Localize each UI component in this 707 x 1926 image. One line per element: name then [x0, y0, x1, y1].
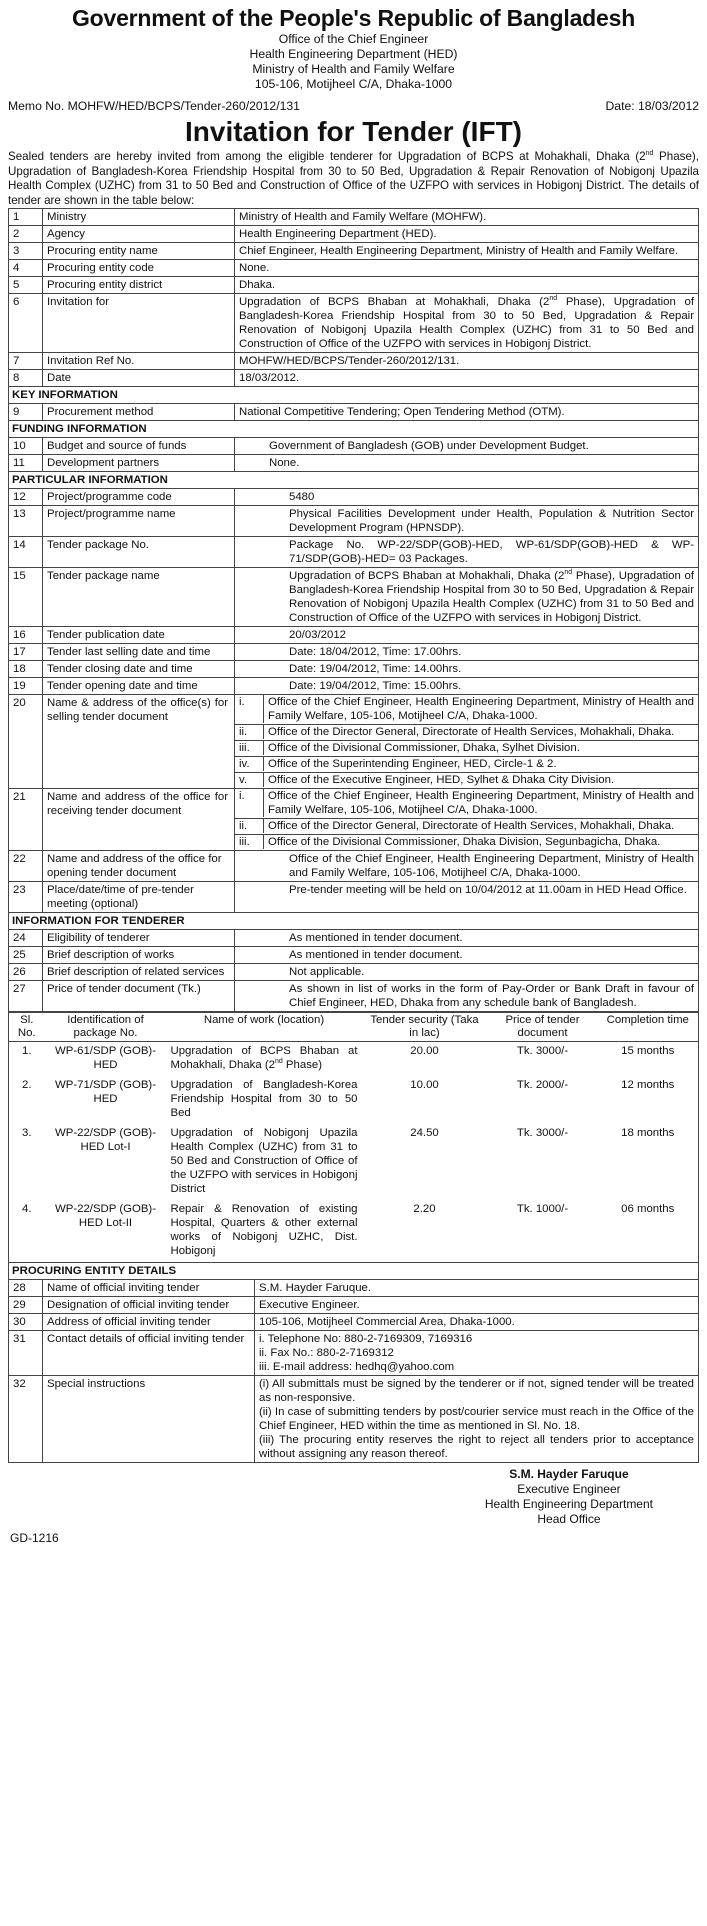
row-number: 27 — [9, 981, 43, 1012]
table-row — [9, 209, 699, 226]
special-instructions: (i) All submittals must be signed by the tenderer or if not, signed tender will be treated as non-responsive. (ii) In case of submitting tenders by post/courier service must reach in the Office of the Chief Engineer, HED within the time as mentioned in Sl. No. 18. (iii) The procuring entity reserves the right to reject all tenders prior to acceptance without assigning any reason thereof. — [255, 1376, 699, 1463]
table-row — [9, 851, 699, 882]
table-row — [9, 537, 699, 568]
row-value: 20/03/2012 — [235, 627, 699, 644]
row-number: 23 — [9, 882, 43, 913]
row-value: Upgradation of BCPS Bhaban at Mohakhali, Dhaka (2nd Phase), Upgradation of Bangladesh-Korea Friendship Hospital from 30 to 50 Bed, Upgradation & Repair Renovation of Nobigonj Upazila Health Complex (UZHC) from 31 to 50 Bed and Construction of Office of the UZFPO with services in Hobigonj District. — [235, 568, 699, 627]
signatory-designation: Executive Engineer — [517, 1482, 621, 1497]
fax: ii. Fax No.: 880-2-7169312 — [259, 1347, 394, 1360]
email: iii. E-mail address: hedhq@yahoo.com — [259, 1361, 455, 1374]
row-label: Budget and source of funds — [43, 438, 235, 455]
row-value: None. — [235, 260, 699, 277]
row-number: 14 — [9, 537, 43, 568]
table-row: 3. WP-22/SDP (GOB)-HED Lot-I Upgradation of Nobigonj Upazila Health Complex (UZHC) from 31 to 50 Bed and Construction of Office of the UZFPO with services in Hobigonj District 24.50 Tk. 3000/- 18 months — [9, 1124, 699, 1200]
memo-number: Memo No. MOHFW/HED/BCPS/Tender-260/2012/131 — [8, 99, 300, 113]
row-number: 22 — [9, 851, 43, 882]
page-title: Invitation for Tender (IFT) — [184, 116, 522, 147]
row-number: 8 — [9, 370, 43, 387]
list-item: iv. Office of the Superintending Engineer, HED, Circle-1 & 2. — [235, 757, 698, 773]
table-row: 31 Contact details of official inviting tender i. Telephone No: 880-2-7169309, 7169316 ii. Fax No.: 880-2-7169312 iii. E-mail address: hedhq@yahoo.com — [9, 1331, 699, 1376]
work-name: Upgradation of BCPS Bhaban at Mohakhali, Dhaka (2nd Phase) — [170, 1045, 358, 1072]
table-row — [9, 882, 699, 913]
row-label: Invitation Ref No. — [43, 353, 235, 370]
table-row — [9, 370, 699, 387]
row-label: Eligibility of tenderer — [43, 930, 235, 947]
row-label: Price of tender document (Tk.) — [43, 981, 235, 1012]
list-item: v. Office of the Executive Engineer, HED, Sylhet & Dhaka City Division. — [239, 774, 615, 787]
row-value: Health Engineering Department (HED). — [235, 226, 699, 243]
tenderer-heading: INFORMATION FOR TENDERER — [9, 913, 699, 930]
row-label: Address of official inviting tender — [43, 1314, 255, 1331]
contact-details — [255, 1331, 699, 1376]
row-value: None. — [235, 455, 699, 472]
table-row: 1. WP-61/SDP (GOB)-HED Upgradation of BCPS Bhaban at Mohakhali, Dhaka (2nd Phase) 20.00 Tk. 3000/- 15 months — [9, 1042, 699, 1077]
table-row: 21 Name and address of the office for receiving tender document i. Office of the Chief Engineer, Health Engineering Department, Ministry of Health and Family Welfare, 105-106, Motijheel C/A, Dhaka-1000. ii. Office of the Director General, Directorate of Health Services, Mohakhali, Dhaka. iii. Office of the Divisional Commissioner, Dhaka Division, Segunbagicha, Dhaka. — [9, 789, 699, 851]
row-label: Tender package name — [43, 568, 235, 627]
row-number: 10 — [9, 438, 43, 455]
table-row: 32 Special instructions (i) All submittals must be signed by the tenderer or if not, signed tender will be treated as non-responsive. (ii) In case of submitting tenders by post/courier service must reach in the Office of the Chief Engineer, HED within the time as mentioned in Sl. No. 18. (iii) The procuring entity reserves the right to reject all tenders prior to acceptance without assigning any reason thereof. — [9, 1376, 699, 1463]
address-line: 105-106, Motijheel C/A, Dhaka-1000 — [254, 77, 453, 91]
key-info-heading: KEY INFORMATION — [9, 387, 699, 404]
table-row — [9, 1280, 699, 1297]
row-number: 28 — [9, 1280, 43, 1297]
table-row — [9, 964, 699, 981]
particular-heading: PARTICULAR INFORMATION — [9, 472, 699, 489]
row-number: 9 — [9, 404, 43, 421]
row-number: 26 — [9, 964, 43, 981]
row-label: Ministry — [43, 209, 235, 226]
row-value: 18/03/2012. — [235, 370, 699, 387]
row-number: 13 — [9, 506, 43, 537]
list-item: iii. Office of the Divisional Commissioner, Dhaka Division, Segunbagicha, Dhaka. — [239, 836, 661, 849]
procuring-table — [8, 1262, 699, 1463]
memo-row — [8, 99, 699, 113]
row-number: 19 — [9, 678, 43, 695]
row-number: 18 — [9, 661, 43, 678]
table-row — [9, 930, 699, 947]
row-value: Office of the Chief Engineer, Health Engineering Department, Ministry of Health and Family Welfare, 105-106, Motijheel C/A, Dhaka-1000. — [235, 851, 699, 882]
row-label: Designation of official inviting tender — [43, 1297, 255, 1314]
row-number: 15 — [9, 568, 43, 627]
row-value: 105-106, Motijheel Commercial Area, Dhaka-1000. — [255, 1314, 699, 1331]
row-number: 24 — [9, 930, 43, 947]
list-item: ii. Office of the Director General, Directorate of Health Services, Mohakhali, Dhaka. — [235, 819, 698, 835]
department-line: Health Engineering Department (HED) — [249, 47, 458, 61]
row-number: 16 — [9, 627, 43, 644]
row-number: 1 — [9, 209, 43, 226]
row-value: Chief Engineer, Health Engineering Department, Ministry of Health and Family Welfare. — [235, 243, 699, 260]
column-header: Name of work (location) — [167, 1013, 362, 1042]
table-row — [9, 1314, 699, 1331]
row-number: 29 — [9, 1297, 43, 1314]
row-number: 12 — [9, 489, 43, 506]
table-row — [9, 644, 699, 661]
row-label: Date — [43, 370, 235, 387]
header — [8, 0, 699, 92]
row-label: Tender closing date and time — [43, 661, 235, 678]
row-label: Name of official inviting tender — [43, 1280, 255, 1297]
intro-paragraph: Sealed tenders are hereby invited from among the eligible tenderer for Upgradation of BCPS at Mohakhali, Dhaka (2nd Phase), Upgradation of Bangladesh-Korea Friendship Hospital from 30 to 50 Bed, Upgradation & Repair Renovation of Nobigonj Upazila Health Complex (UZHC) from 31 to 50 Bed and Construction of Office of the UZFPO with services in Hobigonj District. The details of tender are shown in the table below: — [8, 150, 699, 207]
row-number: 5 — [9, 277, 43, 294]
signatory-department: Health Engineering Department — [484, 1497, 653, 1512]
row-value: Date: 19/04/2012, Time: 14.00hrs. — [235, 661, 699, 678]
row-value: National Competitive Tendering; Open Tendering Method (OTM). — [235, 404, 699, 421]
column-header: Tender security (Taka in lac) — [362, 1013, 488, 1042]
memo-date: Date: 18/03/2012 — [605, 99, 699, 113]
table-row — [9, 489, 699, 506]
row-number: 17 — [9, 644, 43, 661]
table-row: 20 Name & address of the office(s) for selling tender document i. Office of the Chief Engineer, Health Engineering Department, Ministry of Health and Family Welfare, 105-106, Motijheel C/A, Dhaka-1000. ii. Office of the Director General, Directorate of Health Services, Mohakhali, Dhaka. iii. Office of the Divisional Commissioner, Dhaka, Sylhet Division. iv. Office of the Superintending Engineer, HED, Circle-1 & 2. v. Office of the Executive Engineer, HED, Sylhet & Dhaka City Division. — [9, 695, 699, 789]
row-number: 4 — [9, 260, 43, 277]
row-label: Place/date/time of pre-tender meeting (optional) — [43, 882, 235, 913]
column-header: Sl. No. — [9, 1013, 45, 1042]
table-row — [9, 981, 699, 1012]
row-label: Brief description of related services — [43, 964, 235, 981]
row-value: Ministry of Health and Family Welfare (MOHFW). — [235, 209, 699, 226]
government-title: Government of the People's Republic of Bangladesh — [71, 5, 636, 31]
row-value: Upgradation of BCPS Bhaban at Mohakhali, Dhaka (2nd Phase), Upgradation of Bangladesh-Korea Friendship Hospital from 30 to 50 Bed, Upgradation & Repair Renovation of Nobigonj Upazila Health Complex (UZHC) from 31 to 50 Bed and Construction of Office of the UZFPO with services in Hobigonj District. — [235, 294, 699, 353]
receiving-office-list — [239, 789, 694, 850]
row-number: 25 — [9, 947, 43, 964]
row-label: Development partners — [43, 455, 235, 472]
column-header: Identification of package No. — [45, 1013, 167, 1042]
list-item: i. Office of the Chief Engineer, Health Engineering Department, Ministry of Health and Family Welfare, 105-106, Motijheel C/A, Dhaka-1000. — [235, 789, 698, 819]
signatory-office: Head Office — [537, 1512, 601, 1527]
table-row: 2. WP-71/SDP (GOB)-HED Upgradation of Bangladesh-Korea Friendship Hospital from 30 to 50 Bed 10.00 Tk. 2000/- 12 months — [9, 1076, 699, 1124]
row-label: Agency — [43, 226, 235, 243]
table-row — [9, 438, 699, 455]
table-row — [9, 294, 699, 353]
row-value: As mentioned in tender document. — [235, 930, 699, 947]
row-value: Date: 19/04/2012, Time: 15.00hrs. — [235, 678, 699, 695]
work-name: Repair & Renovation of existing Hospital, Quarters & other external works of Nobigonj UZHC, Dist. Hobigonj — [170, 1203, 358, 1258]
table-row — [9, 455, 699, 472]
row-number: 6 — [9, 294, 43, 353]
list-item: i. Office of the Chief Engineer, Health Engineering Department, Ministry of Health and Family Welfare, 105-106, Motijheel C/A, Dhaka-1000. — [235, 695, 698, 725]
row-label: Tender package No. — [43, 537, 235, 568]
funding-heading: FUNDING INFORMATION — [9, 421, 699, 438]
row-value: 5480 — [235, 489, 699, 506]
row-value: Package No. WP-22/SDP(GOB)-HED, WP-61/SDP(GOB)-HED & WP-71/SDP(GOB)-HED= 03 Packages. — [235, 537, 699, 568]
signatory-name: S.M. Hayder Faruque — [509, 1467, 629, 1482]
procuring-heading: PROCURING ENTITY DETAILS — [9, 1263, 699, 1280]
table-row — [9, 260, 699, 277]
table-row: 4. WP-22/SDP (GOB)-HED Lot-II Repair & Renovation of existing Hospital, Quarters & other external works of Nobigonj UZHC, Dist. Hobigonj 2.20 Tk. 1000/- 06 months — [9, 1200, 699, 1262]
table-row — [9, 678, 699, 695]
table-row — [9, 661, 699, 678]
column-header: Price of tender document — [488, 1013, 598, 1042]
row-value: Government of Bangladesh (GOB) under Development Budget. — [235, 438, 699, 455]
selling-office-list — [239, 695, 694, 788]
signature-block — [8, 1467, 699, 1527]
ministry-line: Ministry of Health and Family Welfare — [252, 62, 455, 76]
row-number: 11 — [9, 455, 43, 472]
office-line: Office of the Chief Engineer — [278, 32, 429, 46]
table-row — [9, 506, 699, 537]
row-value: Pre-tender meeting will be held on 10/04/2012 at 11.00am in HED Head Office. — [235, 882, 699, 913]
row-number: 2 — [9, 226, 43, 243]
row-number: 7 — [9, 353, 43, 370]
works-table — [8, 1012, 699, 1262]
row-value: Executive Engineer. — [255, 1297, 699, 1314]
row-label: Tender opening date and time — [43, 678, 235, 695]
row-value: Dhaka. — [235, 277, 699, 294]
row-label: Invitation for — [43, 294, 235, 353]
row-number: 3 — [9, 243, 43, 260]
row-label: Project/programme name — [43, 506, 235, 537]
table-row — [9, 243, 699, 260]
table-row — [9, 277, 699, 294]
tender-details-table — [8, 208, 699, 1012]
table-row — [9, 947, 699, 964]
table-row — [9, 627, 699, 644]
column-header: Completion time — [598, 1013, 699, 1042]
table-row — [9, 568, 699, 627]
work-name: Upgradation of Bangladesh-Korea Friendship Hospital from 30 to 50 Bed — [170, 1079, 358, 1120]
tender-notice — [8, 0, 699, 1546]
row-value: Not applicable. — [235, 964, 699, 981]
row-value: Date: 18/04/2012, Time: 17.00hrs. — [235, 644, 699, 661]
gd-code: GD-1216 — [10, 1531, 59, 1546]
row-label: Procuring entity district — [43, 277, 235, 294]
table-row — [9, 353, 699, 370]
row-label: Tender last selling date and time — [43, 644, 235, 661]
row-number: 30 — [9, 1314, 43, 1331]
table-row — [9, 226, 699, 243]
row-value: Physical Facilities Development under Health, Population & Nutrition Sector Development Program (HPNSDP). — [235, 506, 699, 537]
row-label: Tender publication date — [43, 627, 235, 644]
table-row — [9, 404, 699, 421]
table-row — [9, 1297, 699, 1314]
telephone: i. Telephone No: 880-2-7169309, 7169316 — [259, 1333, 473, 1346]
list-item: ii. Office of the Director General, Directorate of Health Services, Mohakhali, Dhaka. — [235, 725, 698, 741]
row-label: Procuring entity code — [43, 260, 235, 277]
row-label: Procurement method — [43, 404, 235, 421]
row-value: As shown in list of works in the form of Pay-Order or Bank Draft in favour of Chief Engineer, HED, Dhaka from any schedule bank of Bangladesh. — [235, 981, 699, 1012]
list-item: iii. Office of the Divisional Commissioner, Dhaka, Sylhet Division. — [235, 741, 698, 757]
row-label: Procuring entity name — [43, 243, 235, 260]
row-label: Name and address of the office for opening tender document — [43, 851, 235, 882]
work-name: Upgradation of Nobigonj Upazila Health Complex (UZHC) from 31 to 50 Bed and Construction of Office of the UZFPO with services in Hobigonj District — [170, 1127, 358, 1196]
row-label: Brief description of works — [43, 947, 235, 964]
row-value: S.M. Hayder Faruque. — [255, 1280, 699, 1297]
row-value: MOHFW/HED/BCPS/Tender-260/2012/131. — [235, 353, 699, 370]
row-value: As mentioned in tender document. — [235, 947, 699, 964]
row-label: Project/programme code — [43, 489, 235, 506]
